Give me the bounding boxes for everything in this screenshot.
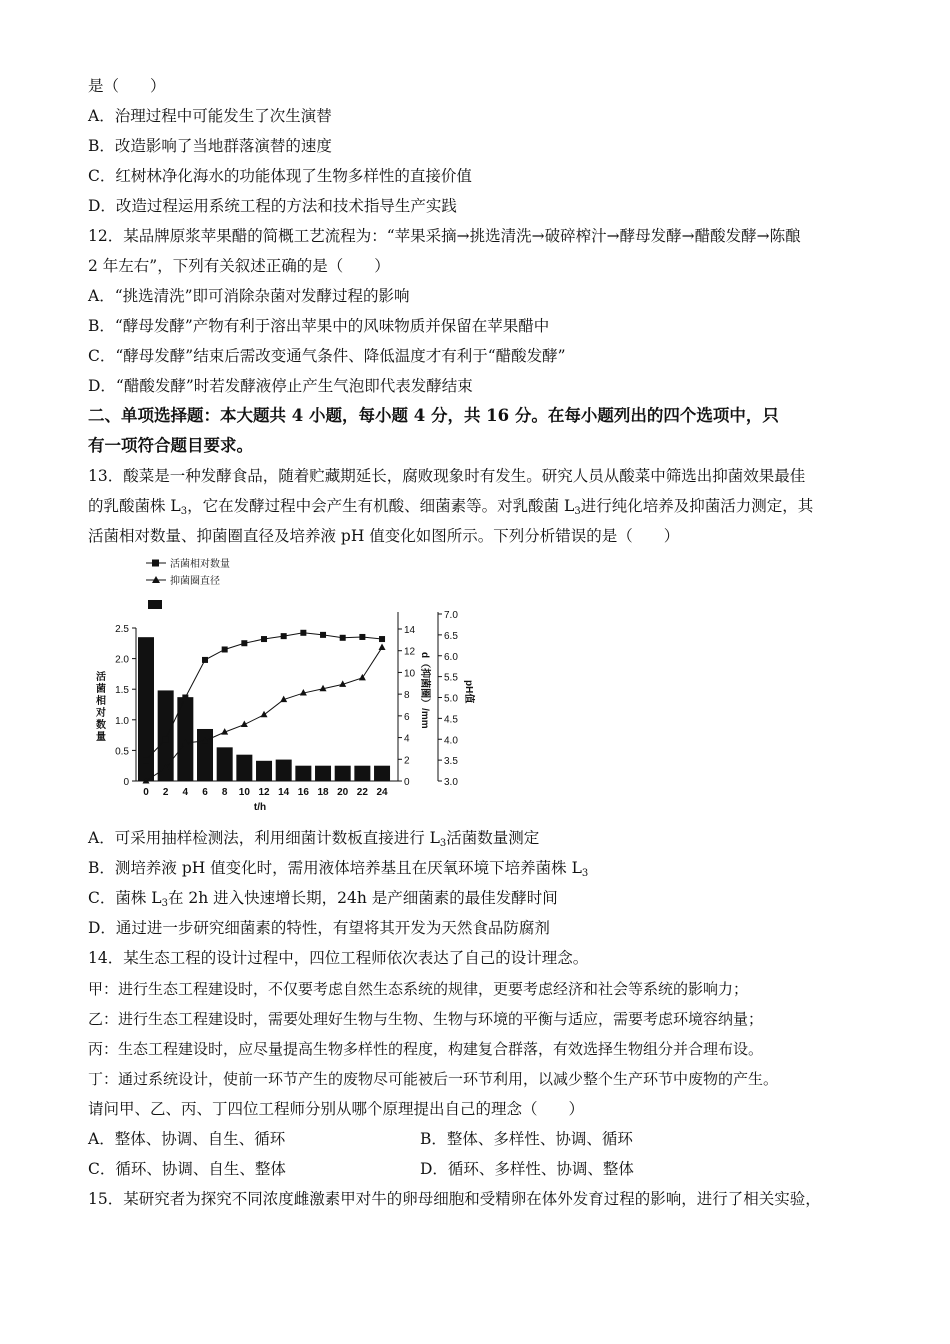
- q14-engineer-ding: 丁：通过系统设计，使前一环节产生的废物尽可能被后一环节利用，以减少整个生产环节中废物的产生。: [88, 1070, 779, 1088]
- q11-option-b: B．改造影响了当地群落演替的速度: [88, 137, 332, 155]
- right-tick-label: 7.0: [444, 610, 458, 621]
- bar-count-8: [217, 747, 233, 781]
- right-axis-ticks: [438, 610, 458, 788]
- x-tick-label: 2: [162, 787, 169, 798]
- q13-stem-line3: 活菌相对数量、抑菌圈直径及培养液 pH 值变化如图所示。下列分析错误的是（ ）: [88, 527, 680, 545]
- x-tick-label: 20: [337, 787, 349, 798]
- q14-option-a: A．整体、协调、自生、循环: [88, 1130, 286, 1148]
- section2-heading-line2: 有一项符合题目要求。: [88, 436, 253, 455]
- x-tick-label: 0: [143, 787, 149, 798]
- q13-option-a: A．可采用抽样检测法，利用细菌计数板直接进行 $L_3$活菌数量测定: [88, 829, 540, 849]
- mid-tick-label: 0: [404, 777, 410, 788]
- chart-legend: [146, 557, 230, 587]
- x-tick-label: 4: [182, 787, 189, 798]
- bar-count-16: [295, 766, 311, 781]
- x-tick-label: 24: [376, 787, 388, 798]
- q12-option-b: B．“酵母发酵”产物有利于溶出苹果中的风味物质并保留在苹果醋中: [88, 317, 550, 335]
- q14-stem: 14．某生态工程的设计过程中，四位工程师依次表达了自己的设计理念。: [88, 949, 589, 967]
- q12-option-a: A．“挑选清洗”即可消除杂菌对发酵过程的影响: [88, 287, 410, 305]
- x-tick-label: 12: [258, 787, 270, 798]
- q12-stem-line2: 2 年左右”，下列有关叙述正确的是（ ）: [88, 257, 390, 275]
- point-diameter-24: [379, 643, 386, 650]
- x-tick-label: 22: [356, 787, 368, 798]
- x-tick-label: 10: [238, 787, 250, 798]
- q12-stem-line1: 12．某品牌原浆苹果醋的简概工艺流程为：“苹果采摘→挑选清洗→破碎榨汁→酵母发酵→醋酸发酵→陈酿: [88, 227, 801, 245]
- q14-question: 请问甲、乙、丙、丁四位工程师分别从哪个原理提出自己的理念（ ）: [88, 1100, 585, 1118]
- q13-chart: [88, 552, 488, 814]
- mid-tick-label: 12: [404, 646, 416, 658]
- x-axis-title: t/h: [253, 802, 267, 813]
- q14-engineer-bing: 丙：生态工程建设时，应尽量提高生物多样性的程度，构建复合群落，有效选择生物组分并合理布设。: [88, 1040, 764, 1058]
- point-ph-4: [182, 695, 188, 701]
- right-tick-label: 5.5: [444, 672, 458, 684]
- q11-stem-tail: 是（ ）: [88, 77, 166, 95]
- q14-option-b: B．整体、多样性、协调、循环: [420, 1130, 633, 1148]
- black-marker-block: [148, 600, 162, 609]
- bar-count-6: [197, 729, 213, 781]
- q13-option-c: C．菌株 $L_3$在 2h 进入快速增长期，24h 是产细菌素的最佳发酵时间: [88, 889, 558, 909]
- bar-count-10: [236, 755, 252, 781]
- x-tick-label: 8: [221, 787, 228, 798]
- bar-count-24: [374, 766, 390, 781]
- x-tick-label: 6: [202, 787, 208, 798]
- point-ph-24: [379, 636, 385, 642]
- x-tick-label: 16: [297, 787, 309, 798]
- left-tick-label: 1.5: [115, 685, 129, 697]
- q11-option-d: D．改造过程运用系统工程的方法和技术指导生产实践: [88, 197, 457, 215]
- right-tick-label: 3.5: [444, 756, 458, 768]
- q11-option-a: A．治理过程中可能发生了次生演替: [88, 107, 332, 125]
- legend-label-count: 活菌相对数量: [170, 559, 230, 570]
- mid-tick-label: 2: [404, 755, 410, 767]
- mid-tick-label: 14: [404, 625, 416, 636]
- point-diameter-12: [261, 711, 268, 718]
- mid-axis-ticks: [398, 625, 416, 788]
- right-tick-label: 6.5: [444, 630, 458, 642]
- point-ph-18: [320, 632, 326, 638]
- left-axis-title: 活菌相对数量: [96, 672, 106, 743]
- point-ph-22: [359, 634, 365, 640]
- legend-label-diameter: 抑菌圈直径: [170, 576, 220, 587]
- q11-option-c: C．红树林净化海水的功能体现了生物多样性的直接价值: [88, 167, 472, 185]
- mid-tick-label: 10: [404, 668, 416, 680]
- q12-option-d: D．“醋酸发酵”时若发酵液停止产生气泡即代表发酵结束: [88, 377, 473, 395]
- bar-count-12: [256, 761, 272, 781]
- right-axis-title: pH值: [463, 680, 474, 704]
- q14-engineer-yi: 乙：进行生态工程建设时，需要处理好生物与生物、生物与环境的平衡与适应，需要考虑环境容纳量；: [88, 1010, 764, 1028]
- right-tick-label: 4.0: [444, 735, 458, 747]
- bar-series: [138, 637, 390, 781]
- point-ph-14: [281, 633, 287, 639]
- x-axis-ticks: [143, 787, 388, 798]
- bar-count-18: [315, 766, 331, 781]
- left-axis-ticks: [115, 624, 136, 788]
- point-ph-6: [202, 657, 208, 663]
- q13-option-b: B．测培养液 pH 值变化时，需用液体培养基且在厌氧环境下培养菌株 $L_3$: [88, 859, 589, 879]
- q13-stem-line1: 13．酸菜是一种发酵食品，随着贮藏期延长，腐败现象时有发生。研究人员从酸菜中筛选出抑菌效果最佳: [88, 467, 806, 485]
- mid-axis-title: d（抑菌圈）/mm: [419, 652, 430, 729]
- left-tick-label: 2.0: [115, 654, 129, 666]
- q12-option-c: C．“酵母发酵”结束后需改变通气条件、降低温度才有利于“醋酸发酵”: [88, 347, 566, 365]
- right-tick-label: 4.5: [444, 714, 458, 726]
- right-tick-label: 5.0: [444, 693, 458, 705]
- left-tick-label: 2.5: [115, 624, 129, 635]
- left-tick-label: 0.5: [115, 746, 129, 758]
- q15-stem: 15．某研究者为探究不同浓度雌激素甲对牛的卵母细胞和受精卵在体外发育过程的影响，进行了相关实验，: [88, 1190, 821, 1208]
- left-tick-label: 0: [123, 777, 129, 788]
- q13-stem-line2: 的乳酸菌株 $L_3$，它在发酵过程中会产生有机酸、细菌素等。对乳酸菌 $L_3$进行纯化培养及抑菌活力测定，其: [88, 497, 814, 517]
- point-ph-2: [163, 736, 169, 742]
- point-ph-20: [340, 635, 346, 641]
- point-ph-16: [300, 630, 306, 636]
- x-tick-label: 14: [278, 787, 290, 798]
- q14-option-d: D．循环、多样性、协调、整体: [420, 1160, 634, 1178]
- point-ph-10: [241, 640, 247, 646]
- left-tick-label: 1.0: [115, 715, 129, 727]
- section2-heading-line1: 二、单项选择题：本大题共 4 小题，每小题 4 分，共 16 分。在每小题列出的四个选项中，只: [88, 406, 779, 425]
- point-ph-12: [261, 636, 267, 642]
- right-tick-label: 6.0: [444, 651, 458, 663]
- bar-count-22: [354, 766, 370, 781]
- point-ph-8: [222, 646, 228, 652]
- bar-count-20: [335, 766, 351, 781]
- bar-count-14: [276, 760, 292, 781]
- q13-option-d: D．通过进一步研究细菌素的特性，有望将其开发为天然食品防腐剂: [88, 919, 550, 937]
- mid-tick-label: 6: [404, 711, 410, 723]
- mid-tick-label: 8: [404, 690, 410, 702]
- point-ph-0: [143, 757, 149, 763]
- q14-engineer-jia: 甲：进行生态工程建设时，不仅要考虑自然生态系统的规律，更要考虑经济和社会等系统的影响力；: [88, 980, 749, 998]
- mid-tick-label: 4: [404, 733, 410, 745]
- x-tick-label: 18: [317, 787, 329, 798]
- right-tick-label: 3.0: [444, 777, 458, 788]
- legend-square-marker: [152, 560, 159, 567]
- q14-option-c: C．循环、协调、自生、整体: [88, 1160, 286, 1178]
